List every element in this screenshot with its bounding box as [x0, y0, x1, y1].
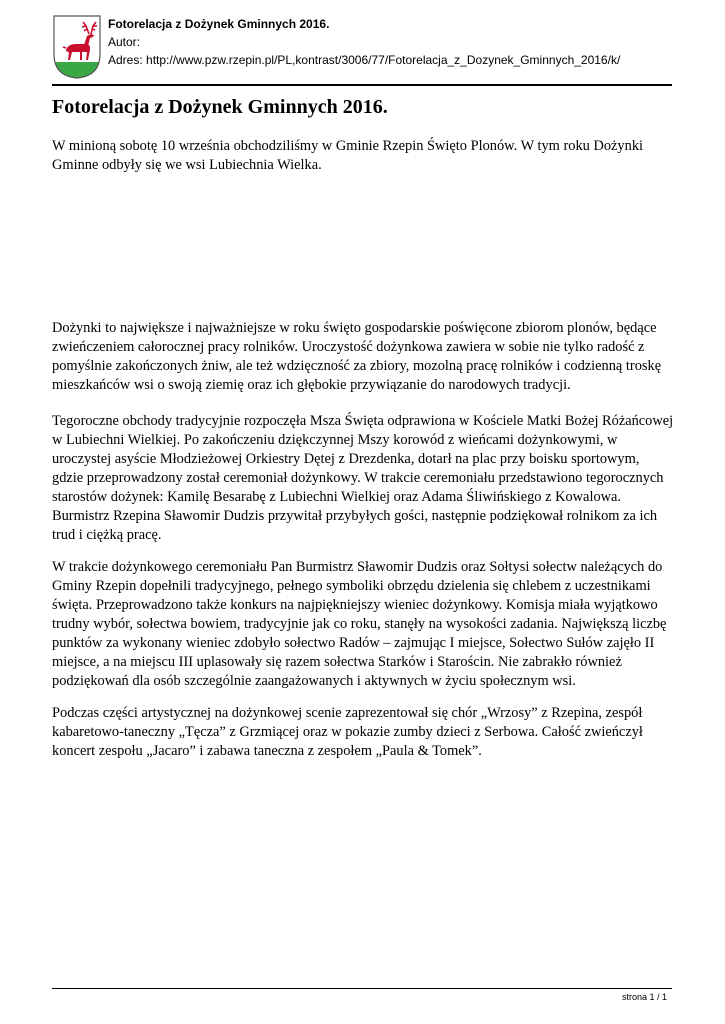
paragraph-5: Podczas części artystycznej na dożynkowej scenie zaprezentował się chór „Wrzosy” z Rzepina, zespół kabaretowo-taneczny „Tęcza” z Grzmiącej oraz w pokazie zumby dzieci z Serbowa. Całość zwieńczył koncert zespołu „Jacaro” i zabawa taneczna z zespołem „Paula & Tomek”.: [52, 705, 643, 759]
footer-divider: [52, 988, 672, 989]
header-title: Fotorelacja z Dożynek Gminnych 2016.: [108, 17, 330, 31]
paragraph-2: Dożynki to największe i najważniejsze w roku święto gospodarskie poświęcone zbiorom plonów, będące zwieńczeniem całorocznej pracy rolników. Uroczystość dożynkowa zawiera w sobie nie tylko radość z pomyślnie zakończonych żniw, ale też wdzięczność za zbiory, mozolną pracę rolników i codzienną troskę mieszkańców wsi o swoją ziemię oraz ich głębokie przywiązanie do narodowych tradycji.: [52, 320, 662, 393]
paragraph-1: W minioną sobotę 10 września obchodziliśmy w Gminie Rzepin Święto Plonów. W tym roku Dożynki Gminne odbyły się we wsi Lubiechnia Wielka.: [52, 138, 644, 173]
document-title: Fotorelacja z Dożynek Gminnych 2016.: [52, 96, 388, 118]
header-info: [108, 15, 708, 69]
paragraph-3: Tegoroczne obchody tradycyjnie rozpoczęła Msza Święta odprawiona w Kościele Matki Bożej Różańcowej w Lubiechni Wielkiej. Po zakończeniu dziękczynnej Mszy korowód z wieńcami dożynkowymi, w uroczystej asyście Młodzieżowej Orkiestry Dętej z Drezdenka, dotarł na plac przy boisku sportowym, gdzie przeprowadzony został ceremoniał dożynkowy. W trakcie ceremoniału przedstawiono tegorocznych starostów dożynek: Kamilę Besarabę z Lubiechni Wielkiej oraz Adama Śliwińskiego z Kowalowa. Burmistrz Rzepina Sławomir Dudzis przywitał przybyłych gości, następnie podziękował rolnikom za ich trud i ciężką pracę.: [52, 413, 674, 543]
header-divider: [52, 84, 672, 86]
header-author: Autor:: [108, 35, 141, 49]
deer-coat-of-arms-icon: [52, 14, 102, 80]
header-address: Adres: http://www.pzw.rzepin.pl/PL,kontrast/3006/77/Fotorelacja_z_Dozynek_Gminnych_2016/k/: [108, 53, 621, 67]
page-number: strona 1 / 1: [621, 992, 667, 1002]
paragraph-4: W trakcie dożynkowego ceremoniału Pan Burmistrz Sławomir Dudzis oraz Sołtysi sołectw należących do Gminy Rzepin dopełnili tradycyjnego, pełnego symboliki obrzędu dzielenia się chlebem z uczestnikami święta. Przeprowadzono także konkurs na najpiękniejszy wieniec dożynkowy. Komisja miała wyjątkowo trudny wybór, sołectwa bowiem, tradycyjnie jak co roku, stanęły na wysokości zadania. Największą liczbę punktów za wykonany wieniec zdobyło sołectwo Radów – zajmując I miejsce, Sołectwo Sułów zajęło II miejsce, a na miejscu III uplasowały się razem sołectwa Starków i Starościn. Nie zabrakło również podziękowań dla osób szczególnie zaangażowanych i aktywnych w życiu społecznym wsi.: [52, 559, 667, 689]
